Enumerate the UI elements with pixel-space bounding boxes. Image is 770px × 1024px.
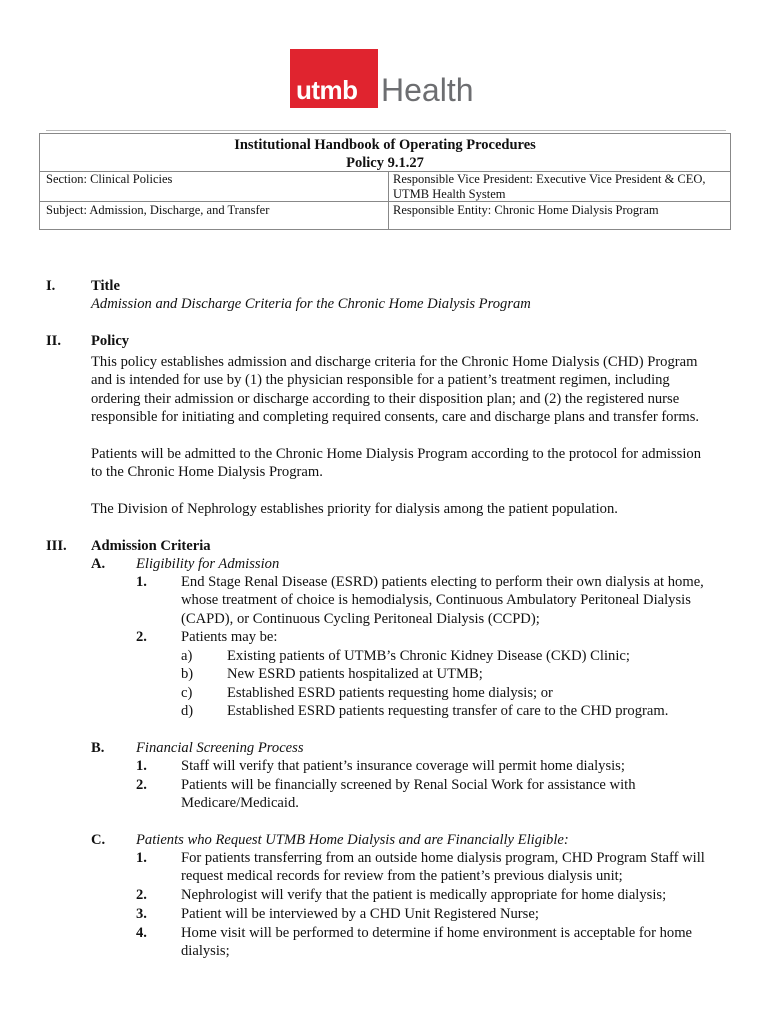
subsection-c-letter: C. [91,832,106,848]
c-item-4-line: dialysis; [181,943,230,960]
sub-item-c-text: Established ESRD patients requesting home dialysis; or [227,685,553,701]
policy-number: Policy 9.1.27 [346,155,424,171]
subject-cell: Subject: Admission, Discharge, and Transfer [46,203,270,217]
subsection-a-title: Eligibility for Admission [136,556,280,572]
c-item-2-number: 2. [136,887,147,903]
c-item-1-line: For patients transferring from an outside home dialysis program, CHD Program Staff will [181,850,705,866]
c-item-2-text: Nephrologist will verify that the patient is medically appropriate for home dialysis; [181,887,667,903]
policy-p2-line: Patients will be admitted to the Chronic Home Dialysis Program according to the protocol for admission [91,446,701,462]
responsible-vp-cell [393,172,706,202]
sub-item-c-label: c) [181,685,193,701]
c-item-1-line: request medical records for review from the patient’s previous dialysis unit; [181,868,623,885]
policy-p1-line: This policy establishes admission and discharge criteria for the Chronic Home Dialysis (CHD) Program [91,354,698,370]
sub-item-d-label: d) [181,703,194,719]
policy-paragraph-1 [91,353,699,426]
policy-p1-line: ordering their admission or discharge according to their disposition plan; and (2) the registered nurse [91,390,680,407]
header-column-divider [388,171,389,229]
section-3-heading: Admission Criteria [91,538,211,554]
a-item-2-text: Patients may be: [181,629,278,645]
section-cell: Section: Clinical Policies [46,172,173,186]
policy-paragraph-2 [91,445,701,482]
subsection-c-title: Patients who Request UTMB Home Dialysis and are Financially Eligible: [136,832,569,848]
c-item-3-text: Patient will be interviewed by a CHD Unit Registered Nurse; [181,906,539,922]
sub-item-a-label: a) [181,648,193,664]
c-item-4-line: Home visit will be performed to determine if home environment is acceptable for home [181,925,693,941]
b-item-2-text [181,776,636,813]
section-1-heading: Title [91,278,120,294]
subsection-a-letter: A. [91,556,106,572]
sub-item-d-text: Established ESRD patients requesting transfer of care to the CHD program. [227,703,669,719]
a-item-1-line: whose treatment of choice is hemodialysis, Continuous Ambulatory Peritoneal Dialysis [181,592,691,609]
b-item-1-number: 1. [136,758,147,774]
section-1-text: Admission and Discharge Criteria for the Chronic Home Dialysis Program [91,296,531,312]
sub-item-a-text: Existing patients of UTMB’s Chronic Kidney Disease (CKD) Clinic; [227,648,630,664]
section-2-heading: Policy [91,333,130,349]
header-top-rule [46,130,726,131]
sub-item-b-text: New ESRD patients hospitalized at UTMB; [227,666,483,682]
a-item-1-line: End Stage Renal Disease (ESRD) patients electing to perform their own dialysis at home, [181,574,704,590]
a-item-1-number: 1. [136,574,147,590]
policy-p1-line: responsible for initiating and completing required consents, care and discharge plans and transfer forms. [91,408,700,425]
policy-p1-line: and is intended for use by (1) the physician responsible for a patient’s treatment regimen, including [91,372,670,389]
a-item-1-line: (CAPD), or Continuous Cycling Peritoneal Dialysis (CCPD); [181,610,540,627]
responsible-vp-line2: UTMB Health System [393,187,506,201]
policy-p2-line: to the Chronic Home Dialysis Program. [91,464,323,481]
policy-header-table [39,133,731,230]
b-item-1-text: Staff will verify that patient’s insurance coverage will permit home dialysis; [181,758,625,774]
sub-item-b-label: b) [181,666,194,682]
header-divider-2 [40,201,730,202]
a-item-1-text [181,573,704,628]
c-item-3-number: 3. [136,906,147,922]
subsection-b-title: Financial Screening Process [136,740,304,756]
policy-paragraph-3: The Division of Nephrology establishes priority for dialysis among the patient population. [91,501,618,517]
responsible-vp-line1: Responsible Vice President: Executive Vice President & CEO, [393,172,706,186]
handbook-title [40,136,730,172]
b-item-2-line: Medicare/Medicaid. [181,795,299,812]
responsible-entity-cell: Responsible Entity: Chronic Home Dialysis Program [393,203,659,217]
c-item-1-number: 1. [136,850,147,866]
utmb-health-logo [290,49,474,108]
b-item-2-line: Patients will be financially screened by Renal Social Work for assistance with [181,777,636,793]
section-1-number: I. [46,278,56,294]
logo-wordmark: Health [381,72,474,108]
subsection-b-letter: B. [91,740,105,756]
logo-mark [290,49,378,108]
b-item-2-number: 2. [136,777,147,793]
c-item-4-number: 4. [136,925,147,941]
c-item-1-text [181,849,705,886]
handbook-title-text: Institutional Handbook of Operating Procedures [234,137,536,153]
section-2-number: II. [46,333,62,349]
logo-mark-text: utmb [296,75,358,105]
c-item-4-text [181,924,692,961]
a-item-2-number: 2. [136,629,147,645]
section-3-number: III. [46,538,67,554]
